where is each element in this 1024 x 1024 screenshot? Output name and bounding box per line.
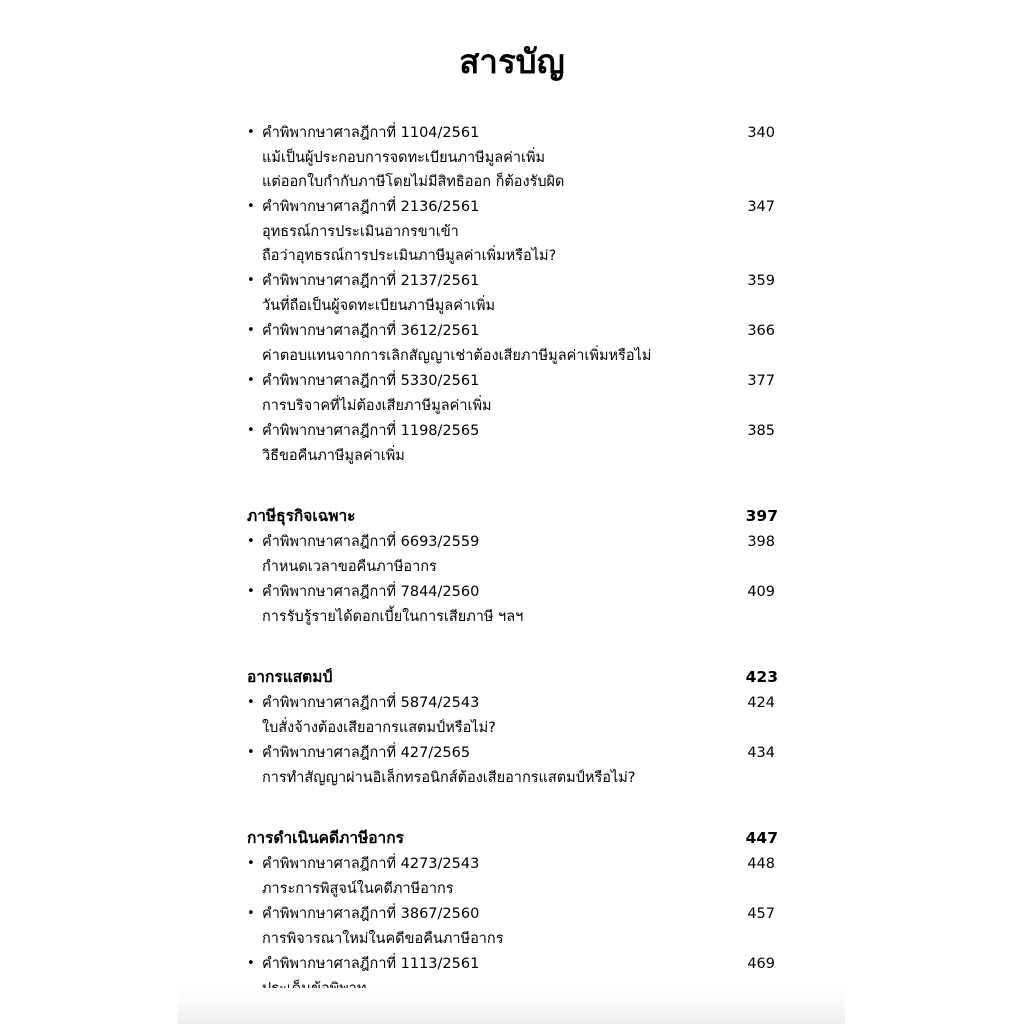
toc-entry-title: คำพิพากษาศาลฎีกาที่ 6693/2559 [262,534,480,550]
toc-entry-title: คำพิพากษาศาลฎีกาที่ 1104/2561 [262,125,480,141]
toc-entry-title-wrap [247,369,479,394]
toc-entry-subtitle: กำหนดเวลาขอคืนภาษีอากร [262,559,437,575]
toc-entry-subtitle: การรับรู้รายได้ดอกเบี้ยในการเสียภาษี ฯลฯ [262,609,524,625]
toc-entry-page-number: 385 [747,423,775,439]
toc-entry-page-number: 424 [747,695,775,711]
toc-section-header[interactable] [247,826,778,850]
toc-entry-header [247,902,775,927]
toc-entry-header [247,530,775,555]
toc-entry-subtitle: แต่ออกใบกำกับภาษีโดยไม่มีสิทธิออก ก็ต้องรับผิด [262,174,565,190]
toc-entry[interactable] [247,741,775,790]
toc-entry-header [247,419,775,444]
toc-entry-header [247,741,775,766]
toc-entry-subtitle: การทำสัญญาผ่านอิเล็กทรอนิกส์ต้องเสียอากรแสตมป์หรือไม่? [262,770,636,786]
toc-entry-title: คำพิพากษาศาลฎีกาที่ 2137/2561 [262,273,480,289]
toc-entry-title-wrap [247,902,479,927]
toc-entry-header [247,195,775,220]
toc-entry-title-wrap [247,419,479,444]
toc-entry-title: คำพิพากษาศาลฎีกาที่ 4273/2543 [262,856,480,872]
toc-entry-page-number: 359 [747,273,775,289]
toc-section-label: การดำเนินคดีภาษีอากร [247,829,404,847]
toc-entry-subtitle: การพิจารณาใหม่ในคดีขอคืนภาษีอากร [262,931,504,947]
bullet-icon: • [247,906,255,921]
toc-entry-header [247,580,775,605]
toc-entry-page-number: 409 [747,584,775,600]
bullet-icon: • [247,956,255,971]
toc-entry-title-wrap [247,952,479,977]
toc-entry-subtitle: วันที่ถือเป็นผู้จดทะเบียนภาษีมูลค่าเพิ่ม [262,298,496,314]
toc-entry-title-wrap [247,580,479,605]
page-title: สารบัญ [459,42,565,81]
bullet-icon: • [247,534,255,549]
toc-entry-subtitle: ภาระการพิสูจน์ในคดีภาษีอากร [262,881,454,897]
toc-list [247,120,778,1001]
bullet-icon: • [247,199,255,214]
toc-entry-header [247,369,775,394]
toc-section-header[interactable] [247,665,778,689]
toc-entry-subtitle: ค่าตอบแทนจากการเลิกสัญญาเช่าต้องเสียภาษีมูลค่าเพิ่มหรือไม่ [262,348,652,364]
bullet-icon: • [247,373,255,388]
toc-entry-page-number: 457 [747,906,775,922]
toc-entry-title: คำพิพากษาศาลฎีกาที่ 427/2565 [262,745,471,761]
toc-entry-page-number: 347 [747,199,775,215]
toc-section-label: ภาษีธุรกิจเฉพาะ [247,507,356,525]
toc-entry-header [247,269,775,294]
toc-entry-subtitle: แม้เป็นผู้ประกอบการจดทะเบียนภาษีมูลค่าเพิ่ม [262,150,546,166]
toc-entry[interactable] [247,269,775,318]
toc-entry[interactable] [247,195,775,268]
toc-entry-page-number: 366 [747,323,775,339]
toc-section-page-number: 447 [745,829,778,847]
toc-entry-header [247,852,775,877]
bullet-icon: • [247,323,255,338]
bullet-icon: • [247,745,255,760]
toc-section-page-number: 423 [745,668,778,686]
toc-entry-header [247,952,775,977]
toc-entry-page-number: 398 [747,534,775,550]
toc-entry-title: คำพิพากษาศาลฎีกาที่ 1198/2565 [262,423,480,439]
toc-entry-title-wrap [247,121,479,146]
toc-entry-title-wrap [247,691,479,716]
toc-entry-subtitle: อุทธรณ์การประเมินอากรขาเข้า [262,224,459,240]
toc-entry-subtitle: วิธีขอคืนภาษีมูลค่าเพิ่ม [262,448,405,464]
toc-entry-subtitle: การบริจาคที่ไม่ต้องเสียภาษีมูลค่าเพิ่ม [262,398,492,414]
toc-entry-title: คำพิพากษาศาลฎีกาที่ 7844/2560 [262,584,480,600]
toc-section-header[interactable] [247,504,778,528]
toc-entry[interactable] [247,580,775,629]
bullet-icon: • [247,273,255,288]
toc-entry[interactable] [247,691,775,740]
toc-entry[interactable] [247,419,775,468]
toc-entry-title-wrap [247,741,470,766]
toc-entry-page-number: 377 [747,373,775,389]
next-page-edge [178,988,845,1024]
toc-entry-title: คำพิพากษาศาลฎีกาที่ 3612/2561 [262,323,480,339]
bullet-icon: • [247,695,255,710]
toc-entry[interactable] [247,902,775,951]
toc-entry-page-number: 434 [747,745,775,761]
toc-section-page-number: 397 [745,507,778,525]
toc-entry-subtitle: ใบสั่งจ้างต้องเสียอากรแสตมป์หรือไม่? [262,720,496,736]
toc-entry-title-wrap [247,269,479,294]
toc-entry-page-number: 469 [747,956,775,972]
toc-entry-header [247,319,775,344]
toc-entry[interactable] [247,852,775,901]
toc-entry-header [247,691,775,716]
toc-entry-title: คำพิพากษาศาลฎีกาที่ 5330/2561 [262,373,480,389]
toc-entry-title-wrap [247,195,479,220]
bullet-icon: • [247,584,255,599]
toc-entry-title: คำพิพากษาศาลฎีกาที่ 1113/2561 [262,956,480,972]
toc-entry-title: คำพิพากษาศาลฎีกาที่ 2136/2561 [262,199,480,215]
toc-entry[interactable] [247,319,775,368]
toc-entry-title-wrap [247,319,479,344]
toc-entry-page-number: 340 [747,125,775,141]
toc-entry-subtitle: ถือว่าอุทธรณ์การประเมินภาษีมูลค่าเพิ่มหรือไม่? [262,248,557,264]
toc-section-label: อากรแสตมป์ [247,668,333,686]
toc-entry[interactable] [247,369,775,418]
toc-entry[interactable] [247,121,775,194]
bullet-icon: • [247,423,255,438]
bullet-icon: • [247,856,255,871]
toc-entry-title: คำพิพากษาศาลฎีกาที่ 3867/2560 [262,906,480,922]
toc-entry-title-wrap [247,852,479,877]
bullet-icon: • [247,125,255,140]
toc-entry[interactable] [247,530,775,579]
toc-entry-page-number: 448 [747,856,775,872]
toc-entry-header [247,121,775,146]
toc-entry-title: คำพิพากษาศาลฎีกาที่ 5874/2543 [262,695,480,711]
toc-entry-title-wrap [247,530,479,555]
